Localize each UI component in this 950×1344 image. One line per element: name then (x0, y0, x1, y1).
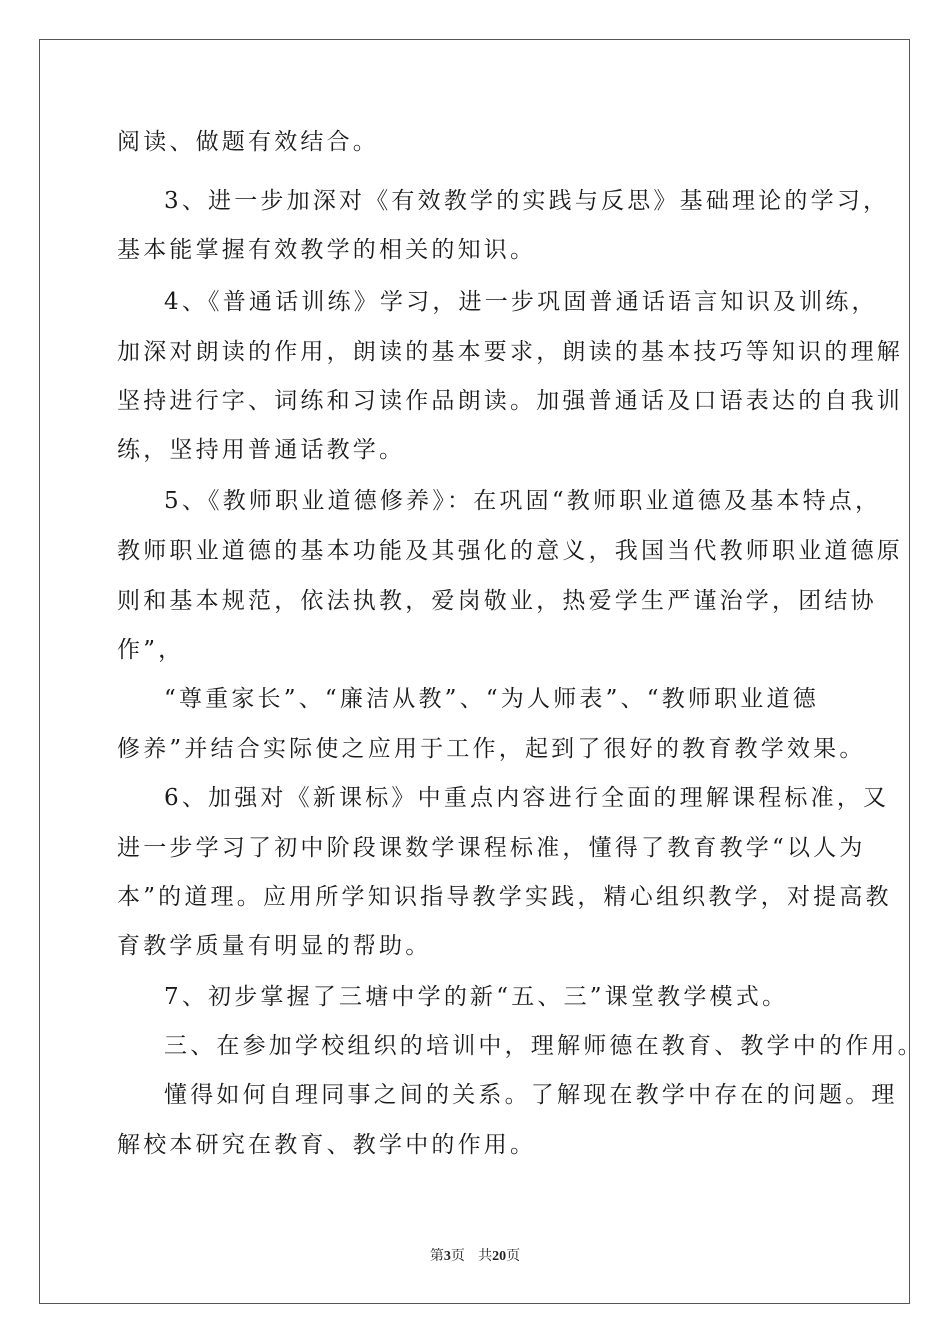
text-line: 作”， (117, 637, 185, 663)
text-line: 育教学质量有明显的帮助。 (117, 933, 432, 959)
footer-prefix: 第 (429, 1248, 444, 1264)
text-line: 练，坚持用普通话教学。 (117, 437, 406, 463)
page-number: 3 (443, 1249, 451, 1264)
footer-page-suffix: 页 (450, 1248, 465, 1264)
text-line: 进一步学习了初中阶段课数学课程标准，懂得了教育教学“以人为 (117, 835, 866, 861)
text-line: 教师职业道德的基本功能及其强化的意义，我国当代教师职业道德原 (117, 538, 903, 564)
text-line: 阅读、做题有效结合。 (117, 129, 379, 155)
page-border (39, 39, 910, 1304)
text-line: 加深对朗读的作用，朗读的基本要求，朗读的基本技巧等知识的理解 (117, 339, 903, 365)
text-line: 懂得如何自理同事之间的关系。了解现在教学中存在的问题。理 (164, 1082, 898, 1108)
footer-total-prefix: 共 (478, 1248, 493, 1264)
text-line: “尊重家长”、“廉洁从教”、“为人师表”、“教师职业道德 (164, 686, 819, 712)
text-line: 本”的道理。应用所学知识指导教学实践，精心组织教学，对提高教 (117, 884, 892, 910)
text-line: 则和基本规范，依法执教，爱岗敬业，热爱学生严谨治学，团结协 (117, 588, 877, 614)
text-line: 3、进一步加深对《有效教学的实践与反思》基础理论的学习， (164, 188, 890, 214)
text-line: 基本能掌握有效教学的相关的知识。 (117, 237, 537, 263)
page-footer (0, 1247, 950, 1266)
text-line: 7、初步掌握了三塘中学的新“五、三”课堂教学模式。 (164, 984, 789, 1010)
text-line: 三、在参加学校组织的培训中，理解师德在教育、教学中的作用。 (164, 1033, 924, 1059)
text-line: 修养”并结合实际使之应用于工作，起到了很好的教育教学效果。 (117, 736, 866, 762)
total-pages: 20 (492, 1249, 507, 1264)
text-line: 4、《普通话训练》学习，进一步巩固普通话语言知识及训练， (164, 289, 878, 315)
text-line: 6、加强对《新课标》中重点内容进行全面的理解课程标准，又 (164, 785, 890, 811)
text-line: 坚持进行字、词练和习读作品朗读。加强普通话及口语表达的自我训 (117, 388, 903, 414)
text-line: 5、《教师职业道德修养》：在巩固“教师职业道德及基本特点， (164, 488, 882, 514)
text-line: 解校本研究在教育、教学中的作用。 (117, 1132, 537, 1158)
footer-total-suffix: 页 (506, 1248, 521, 1264)
